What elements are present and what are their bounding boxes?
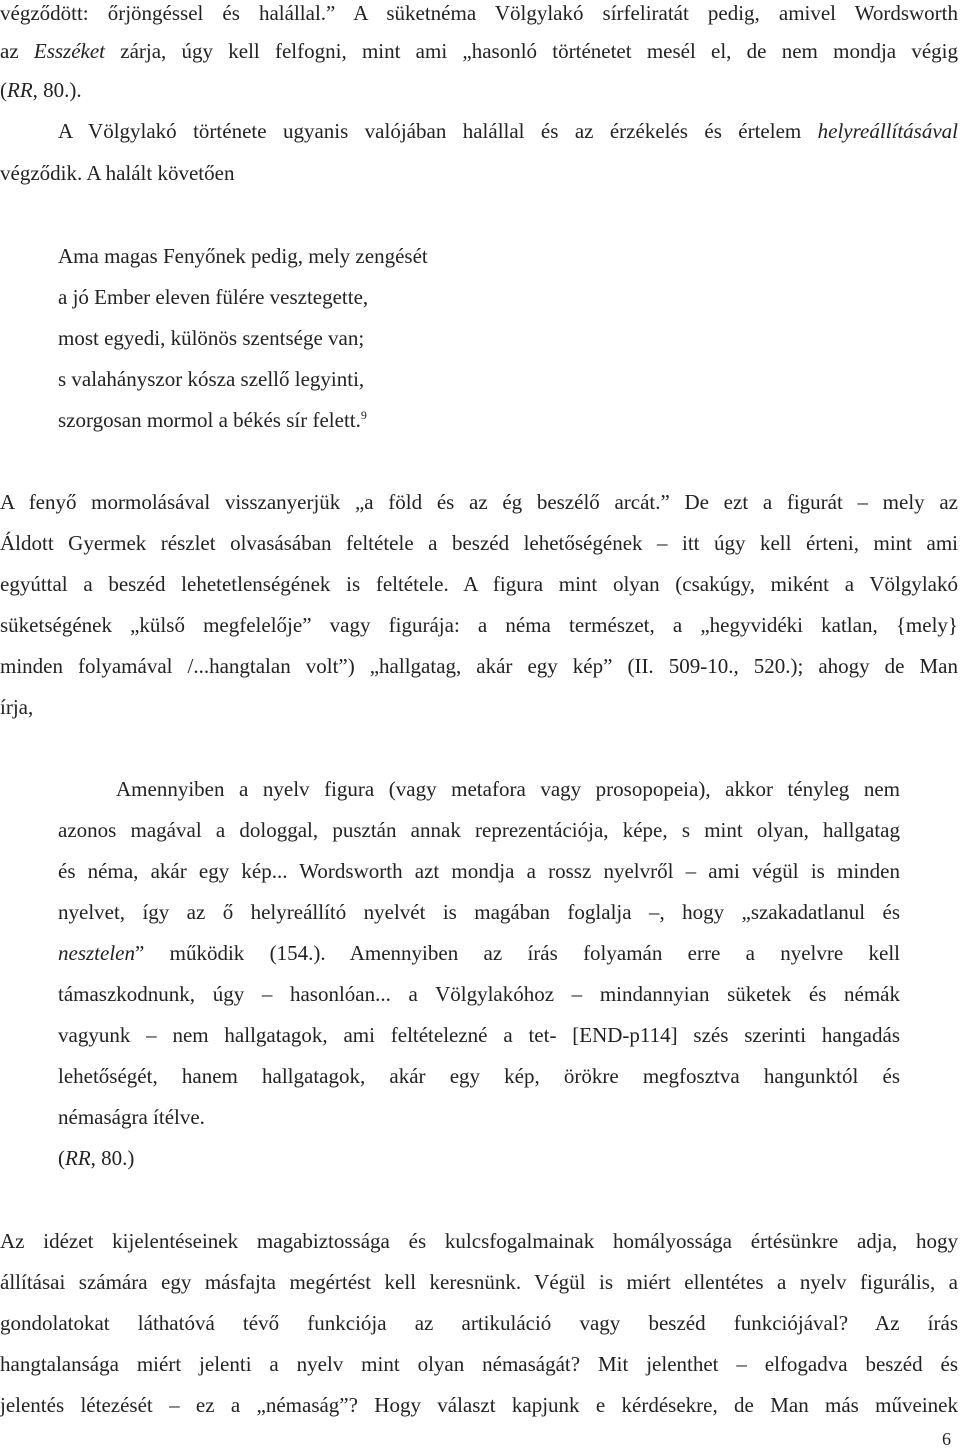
quote-line-2: azonos magával a dologgal, pusztán annak reprezentációja, képe, s mint olyan, hallgatag (58, 818, 900, 842)
quote-line-8: lehetőségét, hanem hallgatagok, akár egy kép, örökre megfosztva hangunktól és (58, 1064, 900, 1088)
paragraph-1-line-2: az Esszéket zárja, úgy kell felfogni, mint ami „hasonló történetet mesél el, de nem mondja végig (0, 39, 958, 63)
paragraph-3-line-4: süketségének „külső megfelelője” vagy figurája: a néma természet, a „hegyvidéki katlan, {mely} (0, 613, 958, 637)
quote-line-9: némaságra ítélve. (58, 1105, 205, 1129)
paragraph-2-line-1: A Völgylakó története ugyanis valójában halállal és az érzékelés és értelem helyreállításával (58, 119, 958, 143)
paragraph-3-line-1: A fenyő mormolásával visszanyerjük „a föld és az ég beszélő arcát.” De ezt a figurát – mely az (0, 490, 958, 514)
quote-line-3: és néma, akár egy kép... Wordsworth azt mondja a rossz nyelvről – ami végül is minden (58, 859, 900, 883)
paragraph-2-line-2: végződik. A halált követően (0, 161, 235, 185)
paragraph-3-line-2: Áldott Gyermek részlet olvasásában feltétele a beszéd lehetőségének – itt úgy kell érteni, mint ami (0, 531, 958, 555)
paragraph-3-line-6: írja, (0, 695, 34, 719)
quote-line-5: nesztelen” működik (154.). Amennyiben az írás folyamán erre a nyelvre kell (58, 941, 900, 965)
verse-line-4: s valahányszor kósza szellő legyinti, (58, 367, 365, 391)
footnote-mark[interactable]: 9 (360, 408, 367, 422)
paragraph-4-line-1: Az idézet kijelentéseinek magabiztossága és kulcsfogalmainak homályossága értésünkre adja, hogy (0, 1229, 958, 1253)
paragraph-4-line-5: jelentés létezését – ez a „némaság”? Hogy választ kapjunk e kérdésekre, de Man más műveinek (0, 1393, 958, 1417)
quote-citation: (RR, 80.) (58, 1146, 135, 1170)
paragraph-1-line-3: (RR, 80.). (0, 78, 82, 102)
quote-line-7: vagyunk – nem hallgatagok, ami feltételezné a tet- [END-p114] szés szerinti hangadás (58, 1023, 900, 1047)
paragraph-3-line-5: minden folyamával /...hangtalan volt”) „hallgatag, akár egy kép” (II. 509-10., 520.); ahogy de Man (0, 654, 958, 678)
quote-line-4: nyelvet, így az ő helyreállító nyelvét is magában foglalja –, hogy „szakadatlanul és (58, 900, 900, 924)
verse-line-5: szorgosan mormol a békés sír felett.$^9$ (58, 408, 367, 432)
paragraph-1-line-1: végződött: őrjöngéssel és halállal.” A süketnéma Völgylakó sírfeliratát pedig, amivel Wordsworth (0, 1, 958, 25)
verse-line-3: most egyedi, különös szentsége van; (58, 326, 365, 350)
paragraph-3-line-3: egyúttal a beszéd lehetetlenségének is feltétele. A figura mint olyan (csakúgy, miként a Völgylakó (0, 572, 958, 596)
verse-line-2: a jó Ember eleven fülére vesztegette, (58, 285, 369, 309)
verse-line-1: Ama magas Fenyőnek pedig, mely zengését (58, 244, 428, 268)
quote-line-1: Amennyiben a nyelv figura (vagy metafora vagy prosopopeia), akkor tényleg nem (116, 777, 900, 801)
page-number: 6 (942, 1429, 951, 1449)
paragraph-4-line-4: hangtalansága miért jelenti a nyelv mint olyan némaságát? Mit jelenthet – elfogadva beszéd és (0, 1352, 958, 1376)
paragraph-4-line-3: gondolatokat láthatóvá tévő funkciója az artikuláció vagy beszéd funkciójával? Az írás (0, 1311, 958, 1335)
quote-line-6: támaszkodnunk, úgy – hasonlóan... a Völgylakóhoz – mindannyian süketek és némák (58, 982, 900, 1006)
paragraph-4-line-2: állításai számára egy másfajta megértést kell keresnünk. Végül is miért ellentétes a nyelv figurális, a (0, 1270, 958, 1294)
title-esszeket: Esszéket (33, 39, 106, 63)
